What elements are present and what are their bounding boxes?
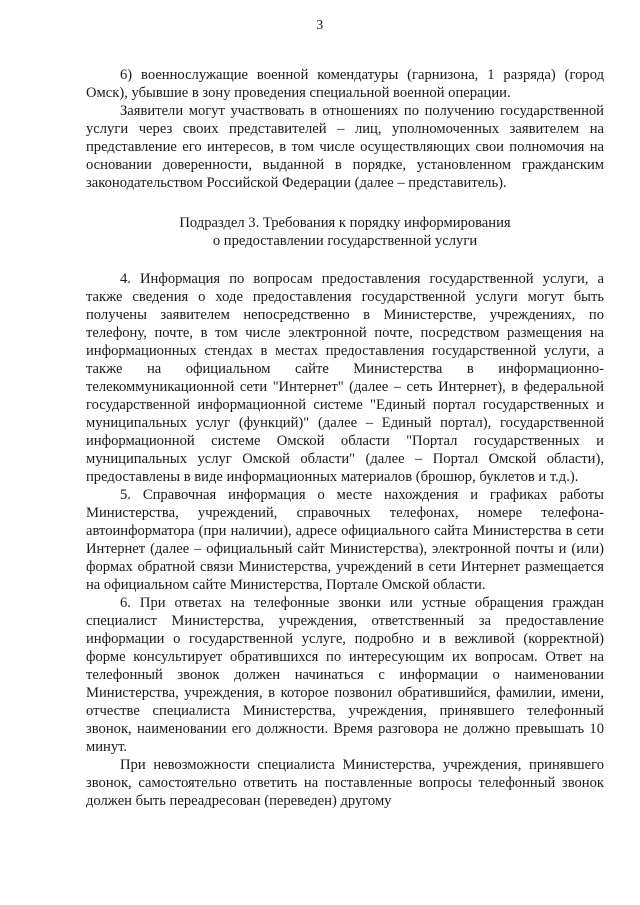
subsection-heading [86, 214, 604, 250]
paragraph-representatives: Заявители могут участвовать в отношениях по получению государственной услуги через своих представителей – лиц, уполномоченных заявителем на представление его интересов, в том числе осуществляющих свои полномочия на основании доверенности, выданной в порядке, установленном гражданским законодательством Российской Федерации (далее – представитель). [86, 103, 604, 191]
subsection-heading-line-2: о предоставлении государственной услуги [212, 233, 478, 249]
paragraph-item-6: 6. При ответах на телефонные звонки или устные обращения граждан специалист Министерства, учреждения, ответственный за предоставление информации о государственной услуге, подробно и в вежливой (корректной) форме консультирует обратившихся по интересующим их вопросам. Ответ на телефонный звонок должен начинаться с информации о наименовании Министерства, учреждения, в которое позвонил обратившийся, фамилии, имени, отчестве специалиста Министерства, учреждения, принявшего телефонный звонок, наименовании его должности. Время разговора не должно превышать 10 минут. [86, 595, 604, 755]
paragraph-military-personnel: 6) военнослужащие военной комендатуры (гарнизона, 1 разряда) (город Омск), убывшие в зону проведения специальной военной операции. [86, 67, 604, 101]
paragraph-call-redirect: При невозможности специалиста Министерства, учреждения, принявшего звонок, самостоятельно ответить на поставленные вопросы телефонный звонок должен быть переадресован (переведен) другому [86, 757, 604, 809]
subsection-heading-line-1: Подраздел 3. Требования к порядку информирования [179, 215, 511, 231]
page-number: 3 [316, 18, 324, 33]
paragraph-item-5: 5. Справочная информация о месте нахождения и графиках работы Министерства, учреждений, справочных телефонах, номере телефона-автоинформатора (при наличии), адресе официального сайта Министерства в сети Интернет (далее – официальный сайт Министерства), электронной почты и (или) формах обратной связи Министерства, учреждений в сети Интернет размещается на официальном сайте Министерства, Портале Омской области. [86, 487, 604, 593]
document-body [86, 66, 604, 810]
paragraph-item-4: 4. Информация по вопросам предоставления государственной услуги, а также сведения о ходе предоставления государственной услуги могут быть получены заявителем непосредственно в Министерстве, учреждениях, по телефону, почте, в том числе электронной почте, посредством размещения на информационных стендах в местах предоставления государственной услуги, а также на официальном сайте Министерства в информационно-телекоммуникационной сети "Интернет" (далее – сеть Интернет), в федеральной государственной информационной системе "Единый портал государственных и муниципальных услуг (функций)" (далее – Единый портал), государственной информационной системе Омской области "Портал государственных и муниципальных услуг Омской области" (далее – Портал Омской области), предоставлены в виде информационных материалов (брошюр, буклетов и т.д.). [86, 271, 604, 485]
